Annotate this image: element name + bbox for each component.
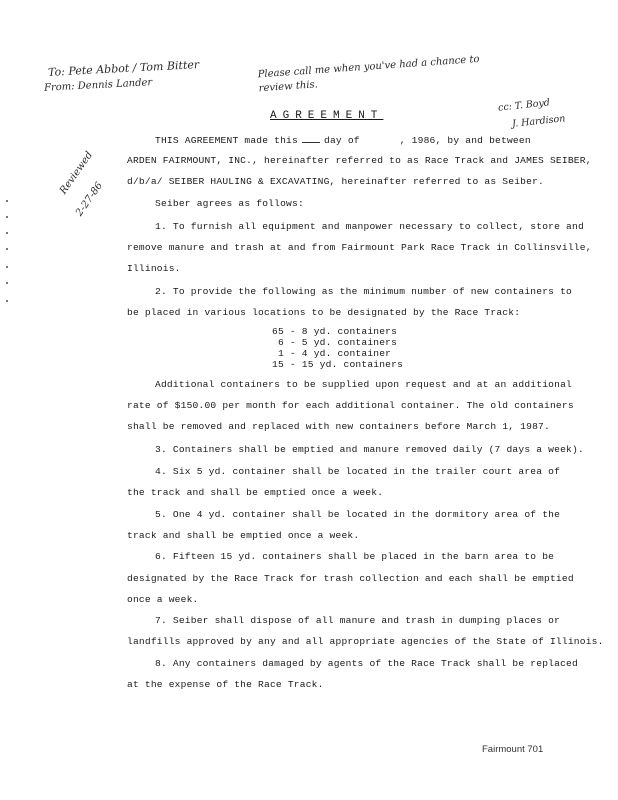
- intro-text-b: day of: [323, 135, 360, 146]
- para-1-line-2: remove manure and trash at and from Fairmount Park Race Track in Collinsville,: [127, 242, 592, 253]
- handwritten-cc-line: cc: T. Boyd: [497, 97, 551, 114]
- para-6-line-2: designated by the Race Track for trash collection and each shall be emptied: [127, 573, 574, 584]
- handwritten-request-note: Please call me when you've had a chance to review this.: [257, 53, 480, 95]
- para-5-line-2: track and shall be emptied once a week.: [127, 530, 360, 541]
- intro-text-c: , 1986, by and between: [399, 135, 531, 146]
- para-3: 3. Containers shall be emptied and manure removed daily (7 days a week).: [155, 444, 584, 455]
- para-4-line-1: 4. Six 5 yd. container shall be located in the trailer court area of: [155, 466, 561, 477]
- container-item: 6 - 5 yd. containers: [272, 337, 398, 348]
- container-item: 1 - 4 yd. container: [272, 348, 392, 359]
- para-6-line-1: 6. Fifteen 15 yd. containers shall be placed in the barn area to be: [155, 551, 555, 562]
- additional-line-2: rate of $150.00 per month for each additional container. The old containers: [127, 400, 574, 411]
- para-8-line-2: at the expense of the Race Track.: [127, 679, 324, 690]
- handwritten-cc-line-2: J. Hardison: [511, 113, 566, 130]
- intro-text-a: THIS AGREEMENT made this: [155, 135, 298, 146]
- para-7-line-2: landfills approved by any and all appropriate agencies of the State of Illinois.: [127, 636, 604, 647]
- para-1-line-3: Illinois.: [127, 263, 181, 274]
- para-8-line-1: 8. Any containers damaged by agents of the Race Track shall be replaced: [155, 658, 578, 669]
- handwritten-from-line: From: Dennis Lander: [43, 77, 153, 94]
- para-1-line-1: 1. To furnish all equipment and manpower necessary to collect, store and: [155, 221, 584, 232]
- handwritten-margin-date: 2-27-86: [74, 180, 106, 219]
- para-2-line-2: be placed in various locations to be designated by the Race Track:: [127, 307, 521, 318]
- handwritten-margin-note: Reviewed: [58, 149, 96, 197]
- intro-line-1: [155, 134, 531, 146]
- handwritten-to-line: To: Pete Abbot / Tom Bitter: [47, 58, 200, 79]
- para-7-line-1: 7. Seiber shall dispose of all manure and trash in dumping places or: [155, 615, 561, 626]
- page-title: AGREEMENT: [270, 110, 384, 122]
- intro-line-2: ARDEN FAIRMOUNT, INC., hereinafter referred to as Race Track and JAMES SEIBER,: [127, 155, 592, 166]
- para-6-line-3: once a week.: [127, 594, 199, 605]
- date-blank: [302, 134, 320, 143]
- intro-line-4: Seiber agrees as follows:: [155, 198, 304, 209]
- intro-line-3: d/b/a/ SEIBER HAULING & EXCAVATING, hereinafter referred to as Seiber.: [127, 176, 545, 187]
- container-item: 15 - 15 yd. containers: [272, 359, 404, 370]
- para-2-line-1: 2. To provide the following as the minimum number of new containers to: [155, 286, 573, 297]
- additional-line-3: shall be removed and replaced with new containers before March 1, 1987.: [127, 421, 550, 432]
- para-5-line-1: 5. One 4 yd. container shall be located in the dormitory area of the: [155, 509, 561, 520]
- additional-line-1: Additional containers to be supplied upon request and at an additional: [155, 379, 573, 390]
- bates-number: Fairmount 701: [482, 744, 544, 755]
- para-4-line-2: the track and shall be emptied once a week.: [127, 487, 384, 498]
- container-item: 65 - 8 yd. containers: [272, 326, 398, 337]
